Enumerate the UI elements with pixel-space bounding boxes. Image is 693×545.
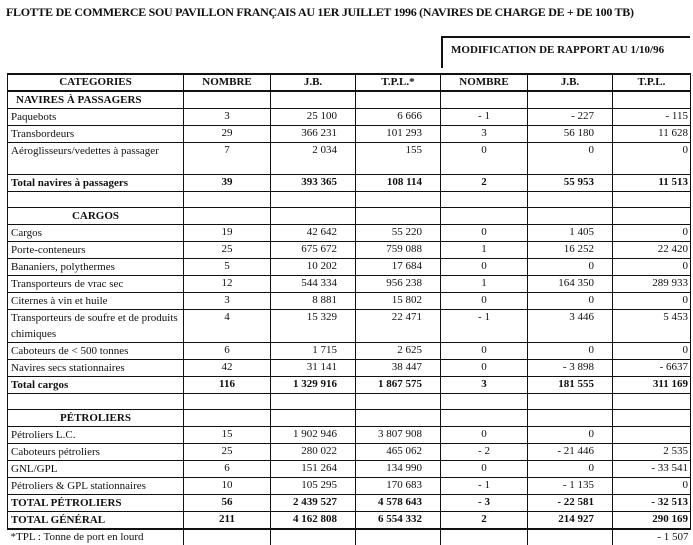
column-header: CATEGORIES: [8, 74, 184, 91]
value-cell: [528, 410, 613, 427]
value-cell: 105 295: [271, 478, 356, 495]
category-cell: Caboteurs de < 500 tonnes: [8, 343, 184, 360]
value-cell: 956 238: [356, 276, 441, 293]
value-cell: - 115: [613, 109, 691, 126]
category-cell: Transporteurs de vrac sec: [8, 276, 184, 293]
table-row: [8, 126, 691, 143]
category-cell: Pétroliers & GPL stationnaires: [8, 478, 184, 495]
value-cell: 0: [441, 293, 528, 310]
table-row: [8, 192, 691, 208]
value-cell: 3: [184, 109, 271, 126]
value-cell: [271, 410, 356, 427]
value-cell: [613, 394, 691, 410]
column-header: NOMBRE: [441, 74, 528, 91]
value-cell: 280 022: [271, 444, 356, 461]
value-cell: 42: [184, 360, 271, 377]
empty-cell: [271, 529, 356, 545]
value-cell: 1 715: [271, 343, 356, 360]
value-cell: 101 293: [356, 126, 441, 143]
value-cell: 0: [528, 427, 613, 444]
value-cell: 6 666: [356, 109, 441, 126]
empty-cell: [356, 529, 441, 545]
value-cell: 19: [184, 225, 271, 242]
value-cell: 0: [613, 225, 691, 242]
value-cell: - 22 581: [528, 495, 613, 512]
value-cell: 0: [441, 259, 528, 276]
value-cell: 0: [613, 478, 691, 495]
value-cell: [528, 208, 613, 225]
value-cell: 16 252: [528, 242, 613, 259]
value-cell: 3 446: [528, 310, 613, 343]
category-cell: Bananiers, polythermes: [8, 259, 184, 276]
value-cell: 116: [184, 377, 271, 394]
table-row: [8, 293, 691, 310]
empty-cell: [184, 529, 271, 545]
value-cell: [441, 208, 528, 225]
category-cell: Citernes à vin et huile: [8, 293, 184, 310]
value-cell: 0: [441, 143, 528, 175]
value-cell: - 6637: [613, 360, 691, 377]
value-cell: [356, 394, 441, 410]
category-cell: Total navires à passagers: [8, 175, 184, 192]
value-cell: 164 350: [528, 276, 613, 293]
value-cell: 0: [528, 293, 613, 310]
value-cell: 0: [528, 259, 613, 276]
value-cell: 15: [184, 427, 271, 444]
value-cell: 22 471: [356, 310, 441, 343]
value-cell: 0: [613, 143, 691, 175]
value-cell: 0: [613, 343, 691, 360]
category-cell: Cargos: [8, 225, 184, 242]
document-title: FLOTTE DE COMMERCE SOU PAVILLON FRANÇAIS AU 1ER JUILLET 1996 (NAVIRES DE CHARGE DE + DE 100 TB): [6, 5, 634, 19]
value-cell: - 1: [441, 109, 528, 126]
category-cell: [8, 394, 184, 410]
value-cell: 214 927: [528, 512, 613, 530]
value-cell: 55 220: [356, 225, 441, 242]
category-cell: Transporteurs de soufre et de produits chimiques: [8, 310, 184, 343]
value-cell: [441, 91, 528, 109]
value-cell: 56 180: [528, 126, 613, 143]
value-cell: [184, 410, 271, 427]
value-cell: 55 953: [528, 175, 613, 192]
value-cell: - 2: [441, 444, 528, 461]
value-cell: 6: [184, 343, 271, 360]
table-row: [8, 143, 691, 175]
table-row: [8, 259, 691, 276]
value-cell: 39: [184, 175, 271, 192]
value-cell: [184, 208, 271, 225]
empty-cell: [441, 529, 528, 545]
value-cell: 3: [441, 126, 528, 143]
table-row: [8, 410, 691, 427]
value-cell: 3 807 908: [356, 427, 441, 444]
value-cell: 181 555: [528, 377, 613, 394]
value-cell: 6 554 332: [356, 512, 441, 530]
column-header: T.P.L.*: [356, 74, 441, 91]
table-header-row: [8, 74, 691, 91]
category-cell: Porte-conteneurs: [8, 242, 184, 259]
category-cell: Caboteurs pétroliers: [8, 444, 184, 461]
value-cell: 393 365: [271, 175, 356, 192]
category-cell: CARGOS: [8, 208, 184, 225]
column-header: J.B.: [271, 74, 356, 91]
value-cell: 2: [441, 512, 528, 530]
value-cell: 0: [441, 461, 528, 478]
fleet-table: [7, 73, 691, 545]
value-cell: 4 578 643: [356, 495, 441, 512]
value-cell: 2 439 527: [271, 495, 356, 512]
value-cell: 6: [184, 461, 271, 478]
value-cell: 544 334: [271, 276, 356, 293]
value-cell: [184, 394, 271, 410]
category-cell: Paquebots: [8, 109, 184, 126]
value-cell: 0: [528, 343, 613, 360]
table-row: [8, 461, 691, 478]
table-row: [8, 478, 691, 495]
table-row: [8, 242, 691, 259]
value-cell: 155: [356, 143, 441, 175]
value-cell: [613, 192, 691, 208]
category-cell: PÉTROLIERS: [8, 410, 184, 427]
category-cell: Total cargos: [8, 377, 184, 394]
value-cell: 1 405: [528, 225, 613, 242]
value-cell: 25: [184, 242, 271, 259]
value-cell: 759 088: [356, 242, 441, 259]
value-cell: 1 902 946: [271, 427, 356, 444]
value-cell: 11 513: [613, 175, 691, 192]
value-cell: [271, 208, 356, 225]
value-cell: 31 141: [271, 360, 356, 377]
value-cell: [528, 192, 613, 208]
table-row: [8, 208, 691, 225]
value-cell: 1: [441, 242, 528, 259]
value-cell: [613, 410, 691, 427]
value-cell: 311 169: [613, 377, 691, 394]
table-row: [8, 495, 691, 512]
value-cell: [441, 192, 528, 208]
value-cell: 2: [441, 175, 528, 192]
modification-header: MODIFICATION DE RAPPORT AU 1/10/96: [441, 36, 690, 68]
value-cell: - 227: [528, 109, 613, 126]
value-cell: 56: [184, 495, 271, 512]
value-cell: 4: [184, 310, 271, 343]
table-row: [8, 444, 691, 461]
value-cell: [271, 394, 356, 410]
value-cell: 11 628: [613, 126, 691, 143]
category-cell: NAVIRES À PASSAGERS: [8, 91, 184, 109]
value-cell: [271, 91, 356, 109]
value-cell: 134 990: [356, 461, 441, 478]
table-row: [8, 360, 691, 377]
table-row: [8, 109, 691, 126]
footnote-extra-value: - 1 507: [613, 529, 691, 545]
value-cell: 0: [528, 143, 613, 175]
value-cell: 0: [441, 427, 528, 444]
value-cell: 211: [184, 512, 271, 530]
value-cell: [356, 208, 441, 225]
table-row: [8, 175, 691, 192]
value-cell: 2 535: [613, 444, 691, 461]
value-cell: [528, 91, 613, 109]
value-cell: 5 453: [613, 310, 691, 343]
value-cell: 2 625: [356, 343, 441, 360]
value-cell: 8 881: [271, 293, 356, 310]
value-cell: - 3: [441, 495, 528, 512]
footnote: *TPL : Tonne de port en lourd: [10, 531, 144, 543]
category-cell: GNL/GPL: [8, 461, 184, 478]
value-cell: 0: [441, 343, 528, 360]
value-cell: 675 672: [271, 242, 356, 259]
table-row: [8, 276, 691, 293]
value-cell: [613, 91, 691, 109]
value-cell: 170 683: [356, 478, 441, 495]
value-cell: 1: [441, 276, 528, 293]
value-cell: 2 034: [271, 143, 356, 175]
value-cell: [356, 91, 441, 109]
value-cell: [528, 394, 613, 410]
table-row: [8, 343, 691, 360]
value-cell: [356, 192, 441, 208]
category-cell: Transbordeurs: [8, 126, 184, 143]
table-row: [8, 394, 691, 410]
value-cell: 290 169: [613, 512, 691, 530]
value-cell: 25 100: [271, 109, 356, 126]
table-row: [8, 225, 691, 242]
value-cell: 0: [613, 293, 691, 310]
value-cell: [184, 192, 271, 208]
category-cell: [8, 192, 184, 208]
value-cell: - 1: [441, 478, 528, 495]
value-cell: - 21 446: [528, 444, 613, 461]
table-row: [8, 512, 691, 530]
category-cell: Pétroliers L.C.: [8, 427, 184, 444]
value-cell: 38 447: [356, 360, 441, 377]
footnote-row: [8, 529, 691, 545]
value-cell: - 33 541: [613, 461, 691, 478]
value-cell: [184, 91, 271, 109]
value-cell: - 3 898: [528, 360, 613, 377]
value-cell: 151 264: [271, 461, 356, 478]
value-cell: [441, 410, 528, 427]
value-cell: 42 642: [271, 225, 356, 242]
value-cell: 465 062: [356, 444, 441, 461]
empty-cell: [528, 529, 613, 545]
value-cell: 1 329 916: [271, 377, 356, 394]
table-row: [8, 427, 691, 444]
value-cell: 15 802: [356, 293, 441, 310]
table-row: [8, 91, 691, 109]
value-cell: [271, 192, 356, 208]
value-cell: 0: [441, 225, 528, 242]
value-cell: [613, 208, 691, 225]
category-cell: Aéroglisseurs/vedettes à passager: [8, 143, 184, 175]
category-cell: Navires secs stationnaires: [8, 360, 184, 377]
value-cell: 108 114: [356, 175, 441, 192]
value-cell: 10: [184, 478, 271, 495]
table-row: [8, 377, 691, 394]
value-cell: 1 867 575: [356, 377, 441, 394]
value-cell: 3: [441, 377, 528, 394]
value-cell: 22 420: [613, 242, 691, 259]
value-cell: 289 933: [613, 276, 691, 293]
column-header: T.P.L.: [613, 74, 691, 91]
value-cell: 0: [441, 360, 528, 377]
value-cell: 0: [528, 461, 613, 478]
value-cell: 17 684: [356, 259, 441, 276]
value-cell: - 1 135: [528, 478, 613, 495]
column-header: J.B.: [528, 74, 613, 91]
value-cell: 12: [184, 276, 271, 293]
value-cell: [613, 427, 691, 444]
value-cell: 4 162 808: [271, 512, 356, 530]
value-cell: 29: [184, 126, 271, 143]
value-cell: 3: [184, 293, 271, 310]
value-cell: 366 231: [271, 126, 356, 143]
value-cell: - 1: [441, 310, 528, 343]
value-cell: [356, 410, 441, 427]
table-row: [8, 310, 691, 343]
value-cell: 15 329: [271, 310, 356, 343]
value-cell: 10 202: [271, 259, 356, 276]
value-cell: - 32 513: [613, 495, 691, 512]
value-cell: [441, 394, 528, 410]
column-header: NOMBRE: [184, 74, 271, 91]
category-cell: TOTAL PÉTROLIERS: [8, 495, 184, 512]
value-cell: 7: [184, 143, 271, 175]
category-cell: TOTAL GÉNÉRAL: [8, 512, 184, 530]
value-cell: 5: [184, 259, 271, 276]
value-cell: 0: [613, 259, 691, 276]
value-cell: 25: [184, 444, 271, 461]
